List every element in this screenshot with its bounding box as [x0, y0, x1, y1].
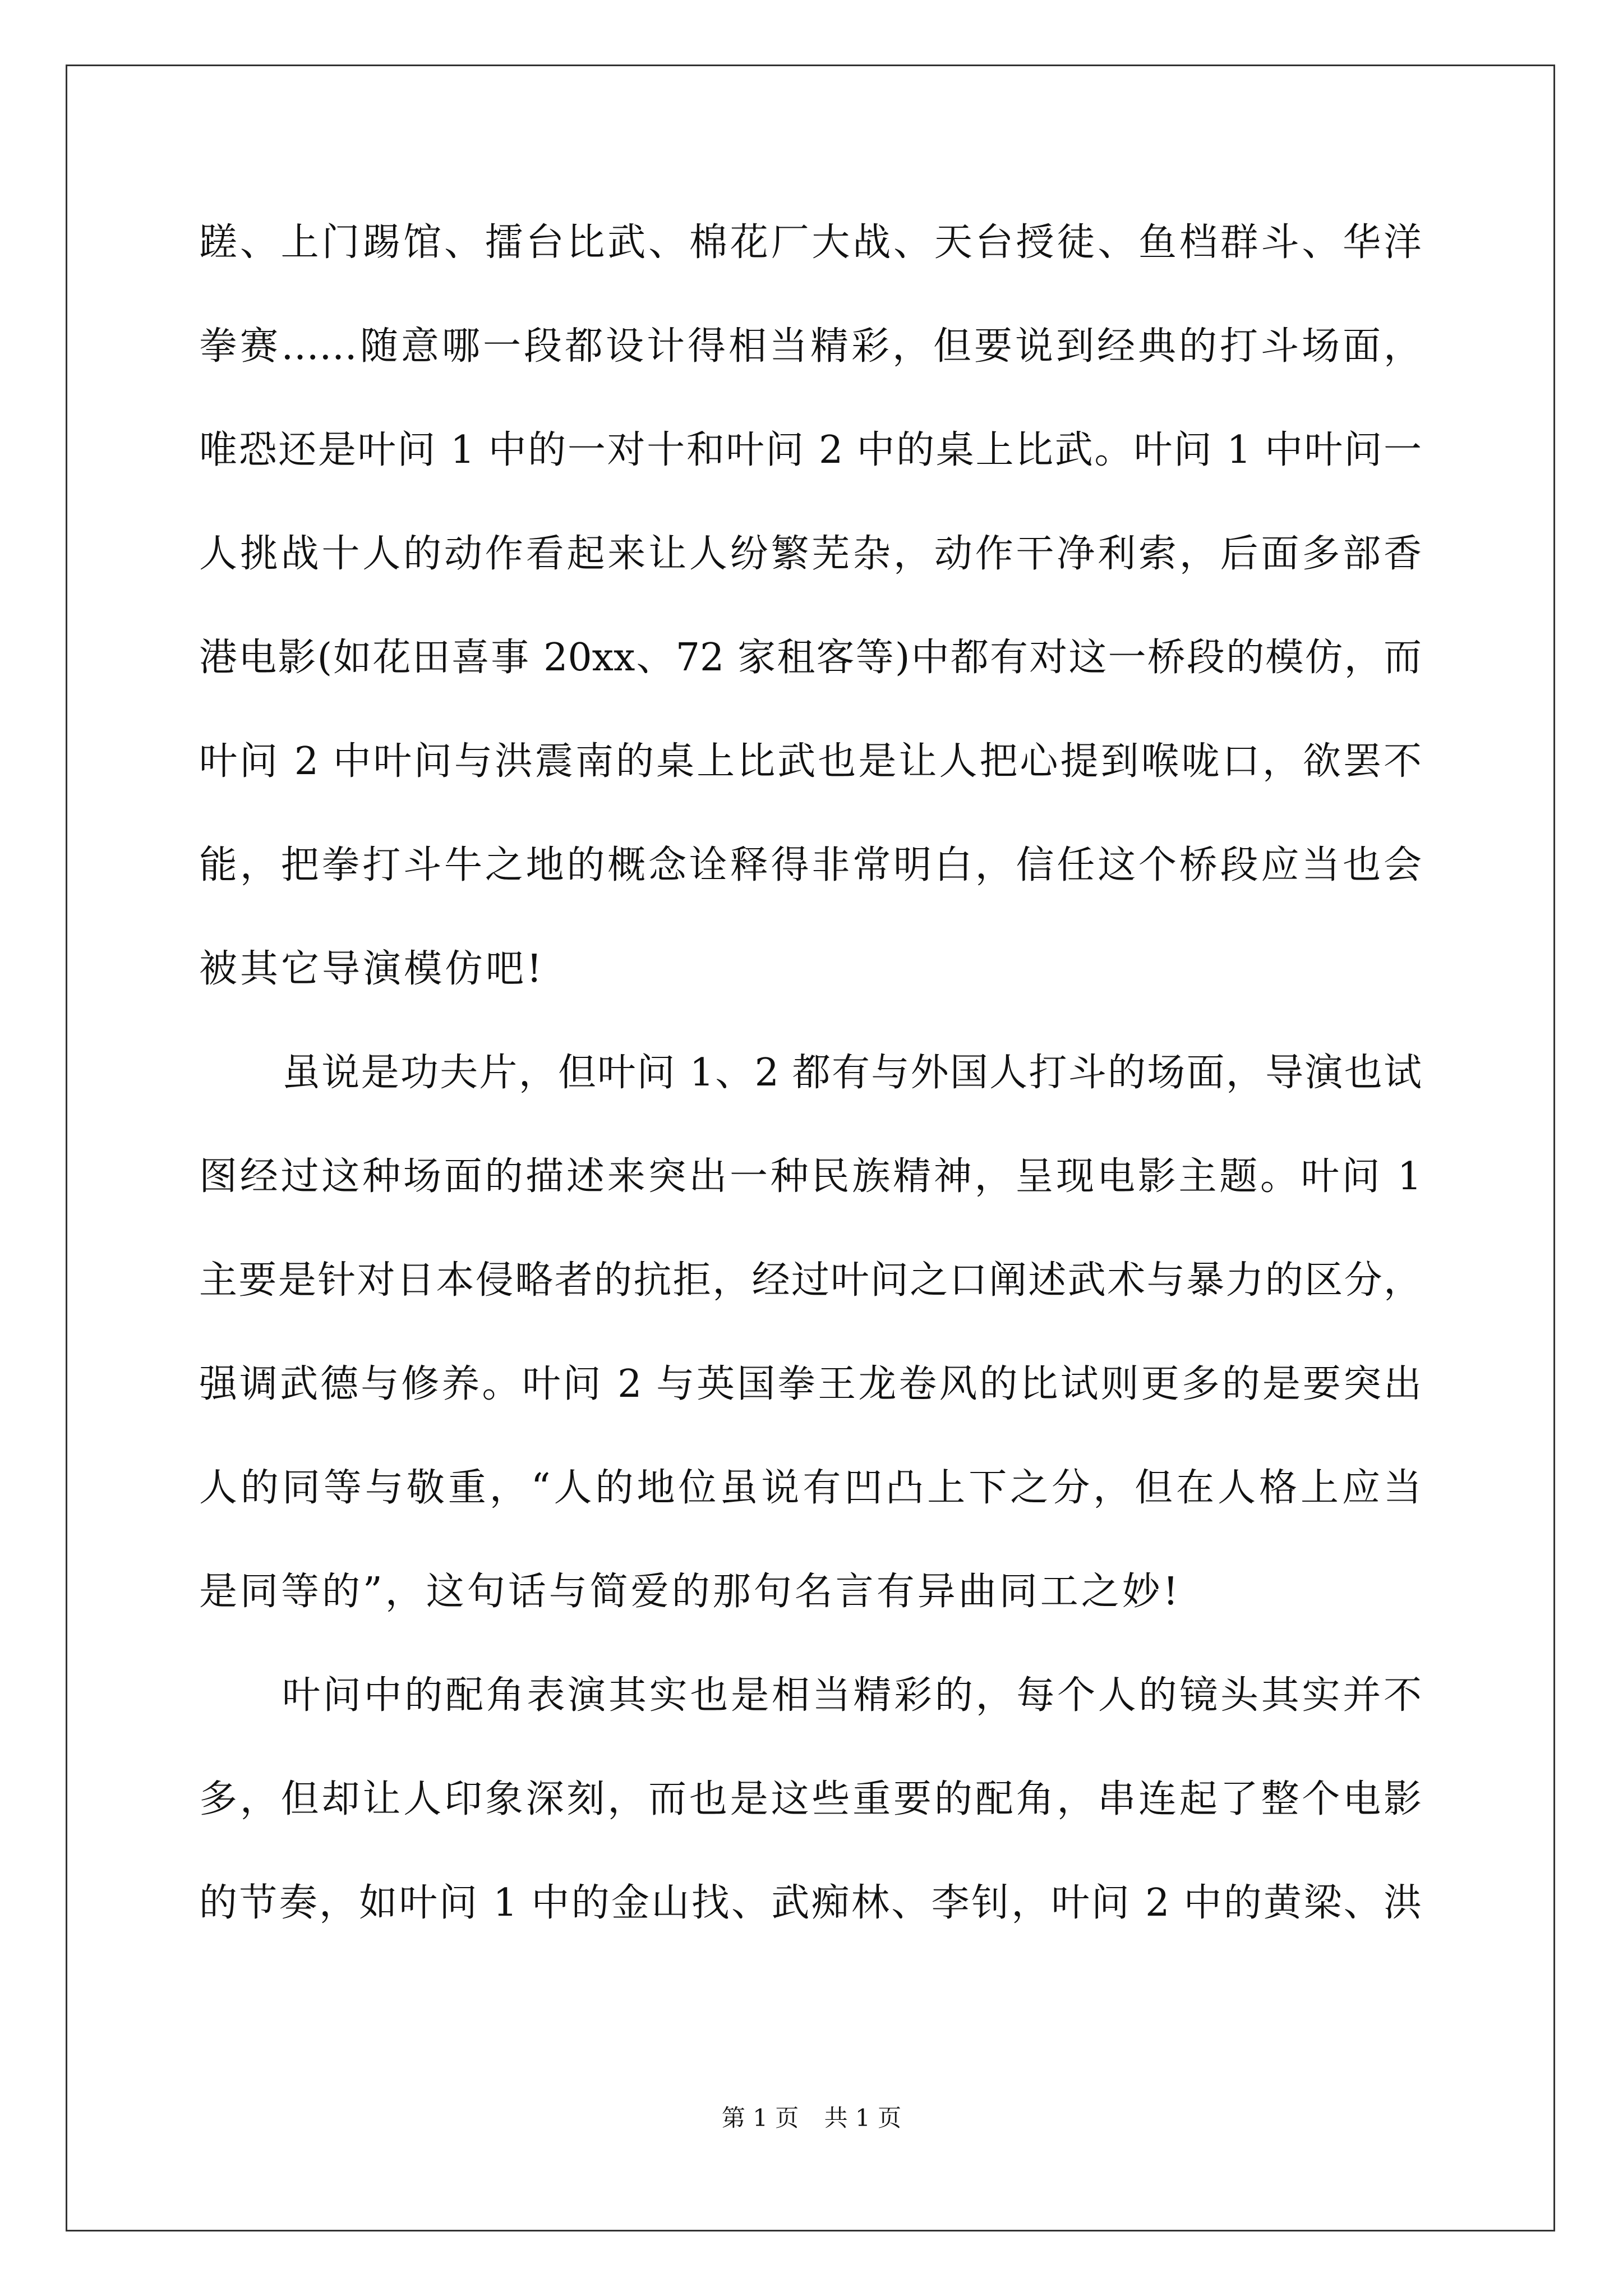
text-line: 叶问 2 中叶问与洪震南的桌上比武也是让人把心提到喉咙口，欲罢不: [199, 739, 1422, 784]
text-line: 唯恐还是叶问 1 中的一对十和叶问 2 中的桌上比武。叶问 1 中叶问一: [199, 428, 1422, 472]
text-line: 主要是针对日本侵略者的抗拒，经过叶问之口阐述武术与暴力的区分，: [199, 1258, 1422, 1303]
text-line: 拳赛……随意哪一段都设计得相当精彩，但要说到经典的打斗场面，: [199, 324, 1422, 369]
text-line: 能，把拳打斗牛之地的概念诠释得非常明白，信任这个桥段应当也会: [199, 843, 1422, 887]
text-line: 的节奏，如叶问 1 中的金山找、武痴林、李钊，叶问 2 中的黄梁、洪: [199, 1881, 1422, 1925]
page-total: 共 1 页: [824, 2104, 902, 2132]
text-line: 港电影(如花田喜事 20xx、72 家租客等)中都有对这一桥段的模仿，而: [199, 636, 1422, 680]
text-line: 人挑战十人的动作看起来让人纷繁芜杂，动作干净利索，后面多部香: [199, 532, 1422, 576]
text-line: 是同等的”，这句话与简爱的那句名言有异曲同工之妙!: [199, 1570, 1182, 1614]
text-line: 图经过这种场面的描述来突出一种民族精神，呈现电影主题。叶问 1: [199, 1154, 1422, 1199]
text-line: 强调武德与修养。叶问 2 与英国拳王龙卷风的比试则更多的是要突出: [199, 1362, 1422, 1406]
text-line: 被其它导演模仿吧!: [199, 947, 545, 991]
page-number: 第 1 页: [721, 2104, 799, 2132]
text-line: 人的同等与敬重，“人的地位虽说有凹凸上下之分，但在人格上应当: [199, 1466, 1422, 1510]
page-footer: [0, 2104, 1623, 2132]
paragraph-first-line: 虽说是功夫片，但叶问 1、2 都有与外国人打斗的场面，导演也试: [282, 1051, 1422, 1095]
paragraph-first-line: 叶问中的配角表演其实也是相当精彩的，每个人的镜头其实并不: [282, 1673, 1422, 1718]
text-line: 多，但却让人印象深刻，而也是这些重要的配角，串连起了整个电影: [199, 1777, 1422, 1821]
text-line: 蹉、上门踢馆、擂台比武、棉花厂大战、天台授徒、鱼档群斗、华洋: [199, 220, 1422, 265]
